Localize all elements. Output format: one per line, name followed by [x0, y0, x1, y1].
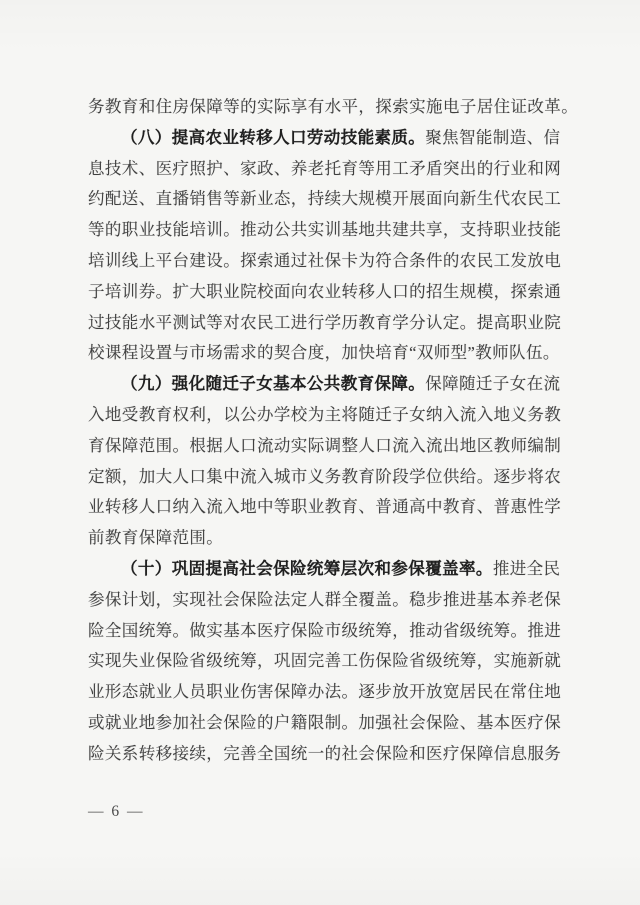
line-text: 过技能水平测试等对农民工进行学历教育学分认定。提高职业院 [88, 312, 562, 332]
text-line [88, 616, 562, 647]
text-line [88, 369, 562, 400]
text-line [88, 123, 562, 154]
line-text: 业形态就业人员职业伤害保障办法。逐步放开放宽居民在常住地 [88, 682, 562, 702]
line-text: 前教育保障范围。 [88, 528, 224, 548]
text-line [88, 277, 562, 308]
text-line [88, 431, 562, 462]
line-text: 培训线上平台建设。探索通过社保卡为符合条件的农民工发放电 [88, 250, 562, 270]
line-text: 业转移人口纳入流入地中等职业教育、普通高中教育、普惠性学 [88, 497, 562, 517]
line-text: 校课程设置与市场需求的契合度，加快培育“双师型”教师队伍。 [88, 343, 560, 363]
line-text: 约配送、直播销售等新业态，持续大规模开展面向新生代农民工 [88, 189, 562, 209]
text-line [88, 554, 562, 585]
line-text: 推进全民 [492, 558, 561, 578]
line-text: 务教育和住房保障等的实际享有水平，探索实施电子居住证改革。 [88, 97, 579, 116]
text-line [88, 184, 562, 215]
text-line [88, 246, 562, 277]
text-line [88, 154, 562, 185]
text-line [88, 523, 562, 554]
text-line [88, 338, 562, 369]
page-number: — 6 — [88, 803, 145, 820]
line-text: 或就业地参加社会保险的户籍限制。加强社会保险、基本医疗保 [88, 712, 562, 732]
line-text: 子培训券。扩大职业院校面向农业转移人口的招生规模，探索通 [88, 281, 562, 301]
line-text: 保障随迁子女在流 [425, 374, 561, 394]
text-line [88, 492, 562, 523]
text-line [88, 215, 562, 246]
text-line [88, 308, 562, 339]
text-line [88, 92, 579, 123]
line-text: 等的职业技能培训。推动公共实训基地共建共享，支持职业技能 [88, 220, 562, 240]
line-text: 入地受教育权利，以公办学校为主将随迁子女纳入流入地义务教 [88, 404, 562, 424]
line-text: 聚焦智能制造、信 [425, 127, 561, 147]
text-line [88, 708, 562, 739]
line-text: 参保计划，实现社会保险法定人群全覆盖。稳步推进基本养老保 [88, 589, 562, 609]
text-line [88, 585, 562, 616]
text-line [88, 739, 562, 770]
text-line [88, 677, 562, 708]
text-line [88, 462, 562, 493]
document-lines [88, 92, 579, 770]
text-line [88, 400, 562, 431]
text-line [88, 646, 562, 677]
paragraph-lead: （九）强化随迁子女基本公共教育保障。 [121, 374, 426, 394]
line-text: 险全国统筹。做实基本医疗保险市级统筹，推动省级统筹。推进 [88, 620, 562, 640]
line-text: 息技术、医疗照护、家政、养老托育等用工矛盾突出的行业和网 [88, 158, 562, 178]
line-text: 险关系转移接续，完善全国统一的社会保险和医疗保障信息服务 [88, 743, 562, 763]
line-text: 实现失业保险省级统筹，巩固完善工伤保险省级统筹，实施新就 [88, 651, 562, 671]
paragraph-lead: （八）提高农业转移人口劳动技能素质。 [121, 127, 426, 147]
line-text: 育保障范围。根据人口流动实际调整人口流入流出地区教师编制 [88, 435, 562, 455]
paragraph-lead: （十）巩固提高社会保险统筹层次和参保覆盖率。 [121, 558, 493, 578]
line-text: 定额，加大人口集中流入城市义务教育阶段学位供给。逐步将农 [88, 466, 562, 486]
